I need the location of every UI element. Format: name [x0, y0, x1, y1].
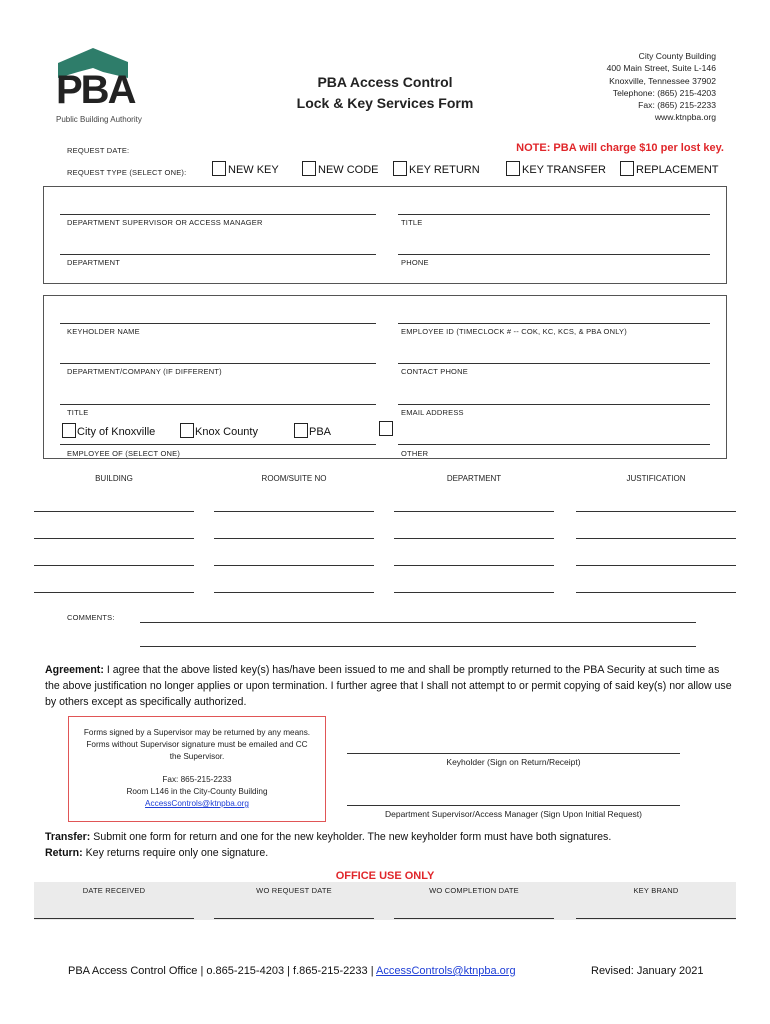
building-field[interactable]	[34, 565, 194, 566]
keyholder-signature-field[interactable]	[347, 753, 680, 754]
logo-text: PBA	[56, 68, 135, 112]
contact-phone-label: CONTACT PHONE	[401, 367, 468, 376]
replacement-checkbox[interactable]	[620, 161, 634, 176]
city-of-knoxville-label: City of Knoxville	[77, 426, 156, 438]
agreement-label: Agreement:	[45, 664, 104, 676]
key-transfer-checkbox[interactable]	[506, 161, 520, 176]
address-line: Fax: (865) 215-2233	[638, 100, 716, 111]
phone-field[interactable]	[398, 254, 710, 255]
email-field[interactable]	[398, 404, 710, 405]
department-field[interactable]	[60, 254, 376, 255]
wo-completion-date-label: WO COMPLETION DATE	[429, 886, 519, 895]
dept-company-label: DEPARTMENT/COMPANY (IF DIFFERENT)	[67, 367, 222, 376]
wo-request-date-label: WO REQUEST DATE	[256, 886, 332, 895]
pba-checkbox[interactable]	[294, 423, 308, 438]
new-key-label: NEW KEY	[228, 164, 279, 176]
room-header: ROOM/SUITE NO	[261, 474, 327, 483]
key-transfer-label: KEY TRANSFER	[522, 164, 606, 176]
contact-phone-field[interactable]	[398, 363, 710, 364]
return-label: Return:	[45, 847, 83, 859]
supervisor-label: DEPARTMENT SUPERVISOR OR ACCESS MANAGER	[67, 218, 263, 227]
city-of-knoxville-checkbox[interactable]	[62, 423, 76, 438]
new-code-checkbox[interactable]	[302, 161, 316, 176]
key-return-label: KEY RETURN	[409, 164, 480, 176]
keyholder-name-label: KEYHOLDER NAME	[67, 327, 140, 336]
title-field[interactable]	[398, 214, 710, 215]
building-field[interactable]	[34, 511, 194, 512]
justification-field[interactable]	[576, 592, 736, 593]
fax-number: Fax: 865-215-2233	[162, 775, 232, 784]
room-field[interactable]	[214, 592, 374, 593]
request-date-label: REQUEST DATE:	[67, 146, 130, 155]
department-section	[43, 186, 727, 284]
employee-of-line	[60, 444, 376, 445]
footer-contact	[68, 965, 516, 977]
logo-subtitle: Public Building Authority	[56, 115, 142, 124]
new-key-checkbox[interactable]	[212, 161, 226, 176]
footer-contact-text: PBA Access Control Office | o.865-215-4203 | f.865-215-2233 |	[68, 965, 377, 977]
transfer-label: Transfer:	[45, 831, 91, 843]
access-controls-email-link[interactable]: AccessControls@ktnpba.org	[145, 799, 249, 808]
transfer-note	[45, 829, 745, 845]
wo-request-date-field[interactable]	[214, 918, 374, 919]
other-employer-field[interactable]	[398, 444, 710, 445]
keyholder-signature-label: Keyholder (Sign on Return/Receipt)	[446, 757, 581, 767]
footer-email-link[interactable]: AccessControls@ktnpba.org	[376, 965, 516, 977]
office-use-title: OFFICE USE ONLY	[335, 870, 435, 882]
justification-header: JUSTIFICATION	[626, 474, 686, 483]
department-header: DEPARTMENT	[446, 474, 502, 483]
comments-field[interactable]	[140, 646, 696, 647]
key-brand-field[interactable]	[576, 918, 736, 919]
pba-logo	[56, 48, 156, 128]
return-text: Key returns require only one signature.	[82, 847, 269, 859]
revised-date: Revised: January 2021	[591, 965, 704, 977]
keyholder-title-field[interactable]	[60, 404, 376, 405]
supervisor-signature-field[interactable]	[347, 805, 680, 806]
request-type-label: REQUEST TYPE (SELECT ONE):	[67, 168, 187, 177]
key-brand-label: KEY BRAND	[633, 886, 679, 895]
address-block	[607, 50, 716, 124]
comments-label: COMMENTS:	[67, 613, 115, 622]
agreement-text: I agree that the above listed key(s) has/have been issued to me and shall be promptly returned to the PBA Security at such time as the above justification no longer applies or upon termination. I further agree that I shall not attempt to or permit copying of said key(s) nor allow use by others except as specifically authorized.	[45, 664, 732, 708]
agreement-paragraph	[45, 662, 735, 710]
date-received-label: DATE RECEIVED	[82, 886, 146, 895]
employee-id-field[interactable]	[398, 323, 710, 324]
building-header: BUILDING	[95, 474, 133, 483]
return-note	[45, 845, 745, 861]
keyholder-name-field[interactable]	[60, 323, 376, 324]
address-line: 400 Main Street, Suite L-146	[606, 63, 716, 74]
form-title	[280, 72, 490, 114]
justification-field[interactable]	[576, 565, 736, 566]
phone-label: PHONE	[401, 258, 429, 267]
transfer-text: Submit one form for return and one for the new keyholder. The new keyholder form must have both signatures.	[90, 831, 612, 843]
address-line: City County Building	[638, 51, 716, 61]
department-field[interactable]	[394, 511, 554, 512]
room-location: Room L146 in the City-County Building	[126, 787, 268, 796]
comments-field[interactable]	[140, 622, 696, 623]
replacement-label: REPLACEMENT	[636, 164, 719, 176]
website-link[interactable]: www.ktnpba.org	[654, 112, 716, 123]
knox-county-checkbox[interactable]	[180, 423, 194, 438]
date-received-field[interactable]	[34, 918, 194, 919]
submission-instructions: Forms signed by a Supervisor may be returned by any means. Forms without Supervisor signature must be emailed and CC the Supervisor.	[83, 728, 311, 761]
submission-info-box	[68, 716, 326, 822]
employee-id-label: EMPLOYEE ID (TIMECLOCK # -- COK, KC, KCS, & PBA ONLY)	[401, 327, 627, 336]
wo-completion-date-field[interactable]	[394, 918, 554, 919]
title-line-2: Lock & Key Services Form	[296, 95, 474, 111]
other-employer-checkbox[interactable]	[379, 421, 393, 436]
keyholder-title-label: TITLE	[67, 408, 89, 417]
department-field[interactable]	[394, 538, 554, 539]
justification-field[interactable]	[576, 511, 736, 512]
key-return-checkbox[interactable]	[393, 161, 407, 176]
supervisor-signature-label: Department Supervisor/Access Manager (Sign Upon Initial Request)	[384, 809, 642, 819]
email-label: EMAIL ADDRESS	[401, 408, 464, 417]
building-field[interactable]	[34, 592, 194, 593]
supervisor-field[interactable]	[60, 214, 376, 215]
department-field[interactable]	[394, 565, 554, 566]
title-label: TITLE	[401, 218, 423, 227]
knox-county-label: Knox County	[195, 426, 258, 438]
room-field[interactable]	[214, 565, 374, 566]
department-label: DEPARTMENT	[67, 258, 120, 267]
room-field[interactable]	[214, 511, 374, 512]
dept-company-field[interactable]	[60, 363, 376, 364]
lost-key-note: NOTE: PBA will charge $10 per lost key.	[516, 142, 724, 154]
employee-of-label: EMPLOYEE OF (SELECT ONE)	[67, 449, 181, 458]
room-field[interactable]	[214, 538, 374, 539]
address-line: Knoxville, Tennessee 37902	[609, 75, 716, 86]
pba-label: PBA	[309, 426, 332, 438]
new-code-label: NEW CODE	[318, 164, 379, 176]
department-field[interactable]	[394, 592, 554, 593]
justification-field[interactable]	[576, 538, 736, 539]
address-line: Telephone: (865) 215-4203	[612, 87, 716, 98]
title-line-1: PBA Access Control	[317, 74, 453, 90]
other-label: OTHER	[401, 449, 429, 458]
building-field[interactable]	[34, 538, 194, 539]
